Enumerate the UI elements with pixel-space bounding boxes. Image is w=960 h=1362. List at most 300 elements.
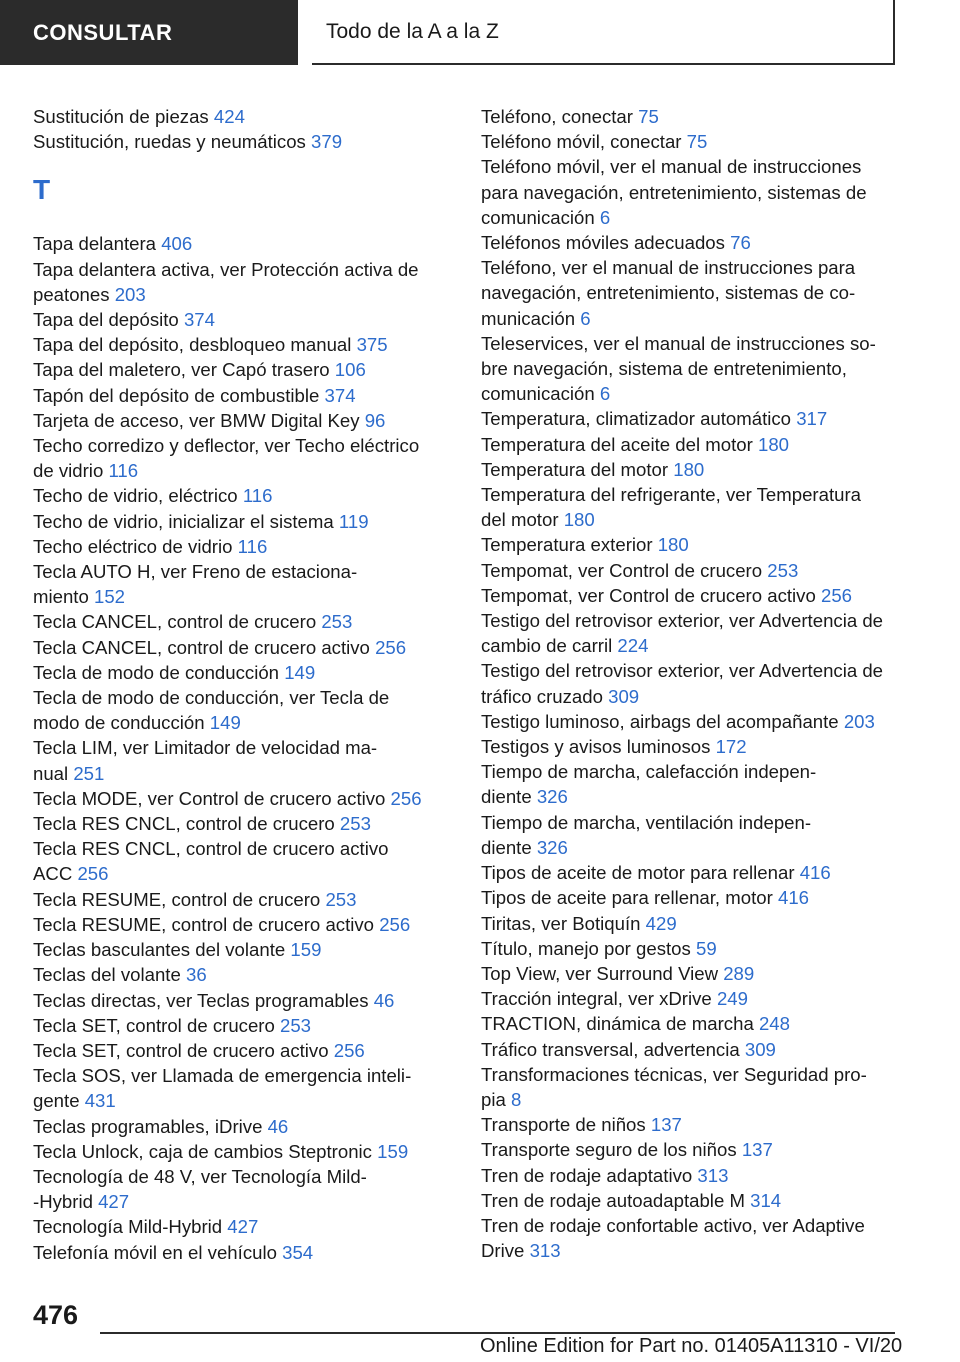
entry-text: [33, 509, 443, 534]
entry-text: [33, 988, 443, 1013]
page-link[interactable]: 424: [213, 106, 245, 127]
page-link[interactable]: 313: [529, 1240, 561, 1262]
entry-text: [33, 534, 443, 559]
entry-label: Tempomat, ver Control de crucero: [481, 559, 763, 581]
edition-text: Online Edition for Part no. 01405A11310 - VI/20: [480, 1335, 903, 1357]
section-tab: [0, 0, 298, 65]
entry-text: [33, 685, 443, 710]
page-link[interactable]: 251: [73, 762, 105, 784]
page-link[interactable]: 36: [185, 964, 207, 986]
index-entry: [481, 860, 901, 885]
page-number: 476: [33, 1300, 79, 1330]
entry-label: Teclas programables, iDrive: [33, 1115, 263, 1137]
index-entry: [33, 685, 443, 735]
entry-label: Testigos y avisos luminosos: [481, 736, 711, 758]
entry-text: [33, 1088, 443, 1113]
page-link[interactable]: 379: [311, 131, 343, 153]
entry-text: [481, 280, 901, 305]
index-entry: [33, 1139, 443, 1164]
entry-label: Tiritas, ver Botiquín: [481, 912, 641, 934]
page-link[interactable]: 180: [673, 458, 705, 480]
entry-text: [481, 658, 901, 683]
entry-text: [481, 230, 901, 255]
entry-label: Teléfonos móviles adecuados: [481, 232, 725, 254]
entry-text: [481, 633, 901, 658]
entry-label: Tecla de modo de conducción: [33, 661, 280, 683]
index-entry: [481, 532, 901, 557]
page-link[interactable]: 313: [697, 1164, 729, 1186]
entry-text: [481, 507, 901, 532]
index-entry: [33, 534, 443, 559]
entry-label: Tecla MODE, ver Control de crucero activo: [33, 787, 386, 809]
entry-text: [33, 1189, 443, 1214]
index-entry: [481, 1163, 901, 1188]
entry-text: [33, 433, 443, 458]
page-link[interactable]: 46: [267, 1115, 289, 1137]
entry-label: Telefonía móvil en el vehículo: [33, 1241, 277, 1263]
entry-text: [481, 205, 901, 230]
entry-label: Tecla LIM, ver Limitador de velocidad ma-: [33, 737, 378, 759]
entry-text: [481, 558, 901, 583]
entry-text: [481, 129, 901, 154]
index-entry: [33, 383, 443, 408]
page-link[interactable]: 326: [536, 786, 568, 808]
page-link[interactable]: 149: [209, 712, 241, 734]
index-entry: [33, 307, 443, 332]
entry-label: Teléfono móvil, conectar: [481, 131, 682, 153]
page-link[interactable]: 256: [77, 863, 109, 885]
entry-text: [33, 1240, 443, 1265]
page-link[interactable]: 253: [280, 1014, 312, 1036]
entry-text: [33, 710, 443, 735]
index-entry: [33, 1063, 443, 1113]
page-link[interactable]: 149: [284, 661, 316, 683]
entry-label: Transporte de niños: [481, 1114, 646, 1136]
footer-divider: [100, 1332, 895, 1334]
chapter-title: Todo de la A a la Z: [326, 19, 499, 43]
page-link[interactable]: 137: [741, 1139, 773, 1161]
entry-label: Tapa delantera activa, ver Protección activa de: [33, 258, 419, 280]
page-link[interactable]: 203: [114, 283, 146, 305]
entry-label: Tecla SET, control de crucero: [33, 1014, 275, 1036]
page-link[interactable]: 180: [657, 534, 689, 556]
index-entry: [33, 483, 443, 508]
page-link[interactable]: 59: [695, 937, 717, 959]
page-link[interactable]: 354: [282, 1241, 314, 1263]
entry-label: Tiempo de marcha, ventilación indepen-: [481, 811, 812, 833]
entry-text: [481, 1112, 901, 1137]
page-link[interactable]: 429: [645, 912, 677, 934]
entry-text: [481, 684, 901, 709]
index-entry: [481, 608, 901, 658]
entry-text: [481, 986, 901, 1011]
page-link[interactable]: 75: [686, 131, 708, 153]
page-link[interactable]: 416: [799, 862, 831, 884]
index-entry: [481, 936, 901, 961]
index-entry: [33, 104, 443, 129]
index-entry: [33, 332, 443, 357]
entry-text: [33, 104, 443, 129]
page-link[interactable]: 75: [638, 106, 659, 127]
index-entry: [33, 408, 443, 433]
index-entry: [33, 937, 443, 962]
entry-label: Temperatura exterior: [481, 534, 653, 556]
page-link[interactable]: 116: [237, 535, 268, 557]
entry-text: [33, 1139, 443, 1164]
entry-label: Teléfono, conectar: [481, 106, 633, 127]
page-link[interactable]: 6: [599, 383, 611, 405]
entry-label: municación: [481, 307, 576, 329]
entry-label: Teclas basculantes del volante: [33, 939, 286, 961]
entry-text: [481, 306, 901, 331]
page-link[interactable]: 224: [617, 635, 649, 657]
page-link[interactable]: 253: [767, 559, 799, 581]
section-title: CONSULTAR: [33, 19, 173, 45]
page-link[interactable]: 152: [93, 586, 126, 608]
entry-label: Tecla RES CNCL, control de crucero activo: [33, 838, 389, 860]
index-entry: [481, 583, 901, 608]
entry-label: peatones: [33, 283, 110, 305]
index-column-left: [33, 104, 443, 1265]
page-link[interactable]: 116: [242, 485, 273, 507]
page-link[interactable]: 374: [324, 384, 356, 406]
index-entry: [481, 432, 901, 457]
entry-text: [481, 532, 901, 557]
entry-text: [33, 458, 443, 483]
entry-label: Tecla CANCEL, control de crucero: [33, 611, 317, 633]
page-link[interactable]: 256: [333, 1039, 365, 1061]
entry-label: Testigo luminoso, airbags del acompañante: [481, 710, 839, 732]
index-column-right: [481, 104, 901, 1263]
entry-text: [33, 129, 443, 154]
entry-label: Tráfico transversal, advertencia: [481, 1038, 740, 1060]
page-link[interactable]: 416: [777, 887, 810, 909]
entry-label: Título, manejo por gestos: [481, 937, 691, 959]
entry-label: gente: [33, 1090, 80, 1112]
entry-text: [33, 584, 443, 609]
entry-text: [481, 1037, 901, 1062]
index-entry: [481, 331, 901, 407]
index-entry: [481, 986, 901, 1011]
entry-text: [33, 786, 443, 811]
entry-label: Teclas directas, ver Teclas programables: [33, 989, 369, 1011]
index-entry: [33, 988, 443, 1013]
page-link[interactable]: 119: [338, 510, 369, 532]
entry-label: comunicación: [481, 383, 595, 405]
entry-label: miento: [33, 586, 89, 608]
entry-label: Tecla RESUME, control de crucero activo: [33, 913, 375, 935]
index-entry: [33, 786, 443, 811]
index-entry: [481, 759, 901, 809]
entry-text: [33, 609, 443, 634]
index-entry: [481, 558, 901, 583]
entry-text: [33, 1013, 443, 1038]
page-link[interactable]: 309: [608, 685, 640, 707]
page-link[interactable]: 76: [730, 232, 751, 254]
entry-label: para navegación, entretenimiento, sistemas de: [481, 181, 867, 203]
entry-text: [481, 1011, 901, 1036]
entry-text: [33, 559, 443, 584]
page-link[interactable]: 106: [334, 359, 366, 381]
entry-text: [33, 282, 443, 307]
entry-label: Tecla RESUME, control de crucero: [33, 888, 321, 910]
chapter-header: [312, 0, 895, 65]
entry-label: Techo de vidrio, eléctrico: [33, 485, 238, 507]
page-link[interactable]: 8: [511, 1088, 522, 1110]
page-link[interactable]: 374: [183, 309, 215, 331]
entry-text: [481, 759, 901, 784]
entry-label: diente: [481, 836, 532, 858]
entry-text: [481, 835, 901, 860]
entry-text: [481, 1213, 901, 1238]
index-entry: [481, 1188, 901, 1213]
entry-text: [33, 912, 443, 937]
index-entry: [481, 482, 901, 532]
entry-label: de vidrio: [33, 460, 104, 482]
page-link[interactable]: 203: [843, 710, 875, 732]
page-link[interactable]: 253: [321, 611, 353, 633]
index-entry: [481, 230, 901, 255]
index-entry: [33, 357, 443, 382]
entry-text: [481, 1188, 901, 1213]
entry-label: Tecla CANCEL, control de crucero activo: [33, 636, 370, 658]
page-link[interactable]: 116: [108, 460, 139, 482]
index-entry: [33, 635, 443, 660]
entry-text: [33, 1214, 443, 1239]
index-entry: [481, 1137, 901, 1162]
index-entry: [481, 104, 901, 129]
index-entry: [33, 1214, 443, 1239]
entry-label: Tapón del depósito de combustible: [33, 384, 320, 406]
entry-label: tráfico cruzado: [481, 685, 603, 707]
page-link[interactable]: 46: [373, 989, 395, 1011]
entry-text: [481, 1163, 901, 1188]
entry-text: [33, 761, 443, 786]
page-link[interactable]: 314: [750, 1189, 782, 1211]
page-link[interactable]: 159: [377, 1140, 409, 1162]
entry-label: pia: [481, 1088, 506, 1110]
index-entry: [33, 811, 443, 836]
entry-text: [481, 1062, 901, 1087]
entry-text: [33, 483, 443, 508]
entry-text: [481, 734, 901, 759]
entry-label: Teléfono, ver el manual de instrucciones para: [481, 257, 856, 279]
index-entry: [481, 1037, 901, 1062]
entry-text: [481, 1238, 901, 1263]
page-link[interactable]: 180: [758, 433, 790, 455]
entry-label: Temperatura, climatizador automático: [481, 408, 792, 430]
entry-label: Tecla Unlock, caja de cambios Steptronic: [33, 1140, 372, 1162]
index-entry: [33, 735, 443, 785]
entry-label: navegación, entretenimiento, sistemas de co-: [481, 282, 856, 304]
page-link[interactable]: 375: [356, 334, 388, 356]
index-entry: [33, 257, 443, 307]
index-entry: [33, 231, 443, 256]
entry-label: -Hybrid: [33, 1191, 93, 1213]
page-link[interactable]: 406: [161, 233, 193, 255]
entry-label: Transformaciones técnicas, ver Seguridad pro-: [481, 1063, 867, 1085]
page-link[interactable]: 431: [84, 1090, 116, 1112]
index-entry: [481, 734, 901, 759]
index-entry: [481, 1213, 901, 1263]
entry-label: Tecla de modo de conducción, ver Tecla de: [33, 687, 390, 709]
entry-text: [33, 257, 443, 282]
entry-label: Teleservices, ver el manual de instrucciones so-: [481, 332, 876, 354]
page-link[interactable]: 137: [650, 1114, 682, 1136]
page-link[interactable]: 159: [290, 939, 322, 961]
index-entry: [481, 1062, 901, 1112]
entry-text: [481, 356, 901, 381]
entry-label: Top View, ver Surround View: [481, 962, 719, 984]
entry-label: Tecla SET, control de crucero activo: [33, 1039, 329, 1061]
entry-text: [481, 961, 901, 986]
page-link[interactable]: 6: [599, 206, 611, 228]
entry-label: Tecnología Mild-Hybrid: [33, 1216, 223, 1238]
index-entry: [33, 1240, 443, 1265]
entry-label: Tren de rodaje adaptativo: [481, 1164, 693, 1186]
page-link[interactable]: 256: [379, 913, 411, 935]
entry-text: [33, 408, 443, 433]
page-link[interactable]: 172: [715, 736, 747, 758]
entry-text: [33, 836, 443, 861]
entry-text: [33, 962, 443, 987]
entry-text: [481, 331, 901, 356]
entry-label: Temperatura del refrigerante, ver Temperatura: [481, 484, 861, 506]
entry-text: [481, 1137, 901, 1162]
page-link[interactable]: 248: [758, 1013, 790, 1035]
entry-text: [33, 307, 443, 332]
entry-label: nual: [33, 762, 69, 784]
entry-text: [481, 154, 901, 179]
page-link[interactable]: 256: [821, 584, 853, 606]
page-link[interactable]: 317: [796, 408, 828, 430]
page-link[interactable]: 427: [227, 1216, 259, 1238]
index-entry: [33, 129, 443, 154]
entry-label: cambio de carril: [481, 635, 613, 657]
entry-label: TRACTION, dinámica de marcha: [481, 1013, 754, 1035]
entry-label: ACC: [33, 863, 73, 885]
entry-label: Drive: [481, 1240, 525, 1262]
index-entry: [481, 810, 901, 860]
entry-label: Tracción integral, ver xDrive: [481, 988, 712, 1010]
entry-label: Tipos de aceite para rellenar, motor: [481, 887, 773, 909]
entry-label: Temperatura del motor: [481, 458, 669, 480]
entry-label: Tapa del depósito: [33, 309, 179, 331]
entry-label: Tren de rodaje confortable activo, ver Adaptive: [481, 1214, 865, 1236]
entry-label: Techo eléctrico de vidrio: [33, 535, 233, 557]
entry-text: [481, 860, 901, 885]
entry-text: [481, 255, 901, 280]
entry-label: Tecla SOS, ver Llamada de emergencia inteli-: [33, 1065, 412, 1087]
index-entry: [33, 1164, 443, 1214]
entry-label: Temperatura del aceite del motor: [481, 433, 753, 455]
entry-text: [33, 1063, 443, 1088]
entry-label: Tipos de aceite de motor para rellenar: [481, 862, 795, 884]
page-link[interactable]: 253: [325, 888, 357, 910]
index-entry: [33, 962, 443, 987]
index-entry: [481, 911, 901, 936]
entry-text: [481, 482, 901, 507]
page-link[interactable]: 180: [563, 509, 595, 531]
entry-text: [33, 231, 443, 256]
entry-label: Testigo del retrovisor exterior, ver Advertencia de: [481, 610, 884, 632]
entry-text: [33, 383, 443, 408]
entry-label: comunicación: [481, 206, 595, 228]
entry-label: Tapa del maletero, ver Capó trasero: [33, 359, 330, 381]
entry-text: [481, 608, 901, 633]
index-entry: [481, 406, 901, 431]
entry-text: [33, 887, 443, 912]
entry-text: [481, 180, 901, 205]
entry-text: [33, 1038, 443, 1063]
entry-label: Teclas del volante: [33, 964, 181, 986]
page-link[interactable]: 96: [364, 409, 386, 431]
index-entry: [481, 129, 901, 154]
page-link[interactable]: 249: [716, 988, 748, 1010]
index-entry: [481, 885, 901, 910]
entry-label: Techo de vidrio, inicializar el sistema: [33, 510, 334, 532]
index-entry: [33, 1013, 443, 1038]
entry-label: Tecnología de 48 V, ver Tecnología Mild-: [33, 1165, 367, 1187]
page-link[interactable]: 326: [536, 836, 568, 858]
entry-label: bre navegación, sistema de entretenimiento,: [481, 358, 847, 380]
entry-text: [481, 784, 901, 809]
page-link[interactable]: 427: [98, 1191, 130, 1213]
entry-label: Tempomat, ver Control de crucero activo: [481, 584, 816, 606]
page-link[interactable]: 256: [375, 636, 407, 658]
page-link[interactable]: 256: [390, 787, 422, 809]
entry-label: Teléfono móvil, ver el manual de instrucciones: [481, 156, 862, 178]
entry-text: [481, 1087, 901, 1112]
entry-text: [33, 357, 443, 382]
index-entry: [33, 836, 443, 886]
entry-label: Tren de rodaje autoadaptable M: [481, 1189, 745, 1211]
entry-text: [481, 406, 901, 431]
page-link[interactable]: 253: [339, 813, 371, 835]
index-entry: [481, 658, 901, 708]
entry-text: [481, 885, 901, 910]
entry-label: Tecla RES CNCL, control de crucero: [33, 813, 335, 835]
page-link[interactable]: 289: [723, 962, 755, 984]
entry-label: Techo corredizo y deflector, ver Techo eléctrico: [33, 435, 420, 457]
entry-text: [481, 583, 901, 608]
page-link[interactable]: 309: [744, 1038, 776, 1060]
entry-label: modo de conducción: [33, 712, 205, 734]
entry-text: [33, 660, 443, 685]
index-entry: [33, 433, 443, 483]
page-link[interactable]: 6: [580, 307, 591, 329]
entry-label: Sustitución, ruedas y neumáticos: [33, 131, 306, 153]
index-entry: [33, 912, 443, 937]
entry-label: Testigo del retrovisor exterior, ver Advertencia de: [481, 660, 884, 682]
entry-text: [481, 810, 901, 835]
index-entry: [481, 1011, 901, 1036]
index-entry: [33, 887, 443, 912]
entry-text: [33, 861, 443, 886]
index-entry: [33, 1114, 443, 1139]
entry-text: [33, 635, 443, 660]
entry-text: [33, 811, 443, 836]
entry-text: [33, 1164, 443, 1189]
entry-label: Tarjeta de acceso, ver BMW Digital Key: [33, 409, 360, 431]
entry-text: [33, 735, 443, 760]
index-entry: [33, 660, 443, 685]
entry-text: [481, 457, 901, 482]
entry-text: [481, 104, 901, 129]
entry-label: Tecla AUTO H, ver Freno de estaciona-: [33, 561, 358, 583]
index-entry: [481, 255, 901, 331]
entry-label: Transporte seguro de los niños: [481, 1139, 737, 1161]
